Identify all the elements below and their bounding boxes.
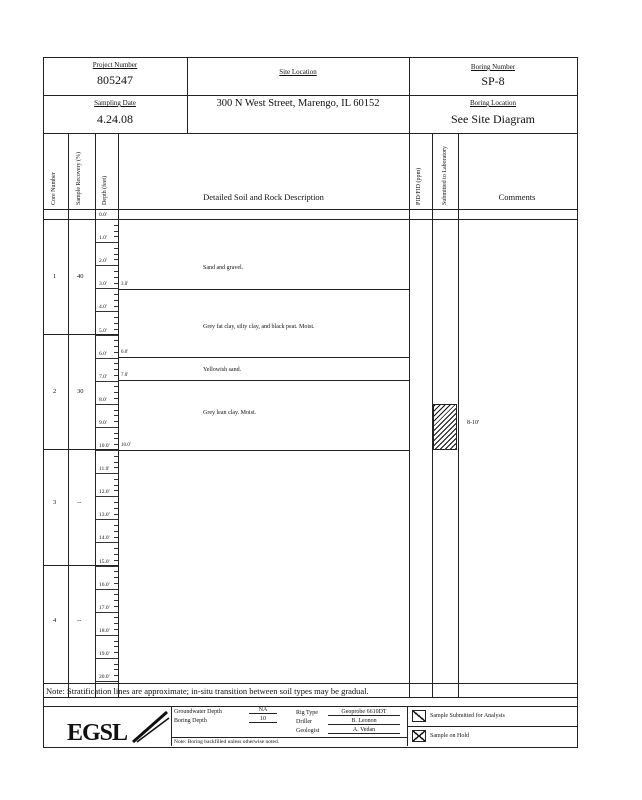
depth-tick <box>96 566 118 567</box>
depth-label: 12.0' <box>99 489 110 496</box>
depth-label: 0.0' <box>99 212 107 218</box>
depth-minor-tick <box>114 490 118 491</box>
depth-minor-tick <box>114 583 118 584</box>
stratum-boundary <box>118 450 409 451</box>
stratum-boundary <box>118 289 409 290</box>
depth-label: 15.0' <box>99 558 110 565</box>
comments-header: Comments <box>498 192 536 202</box>
depth-tick <box>96 612 118 613</box>
legend-analysis-swatch <box>412 710 426 722</box>
depth-tick <box>96 542 118 543</box>
core-number: 3 <box>53 499 57 506</box>
core-recovery: -- <box>77 617 82 624</box>
core-number: 2 <box>53 388 57 395</box>
depth-label: 8.0' <box>99 396 107 403</box>
depth-minor-tick <box>114 306 118 307</box>
depth-minor-tick <box>114 571 118 572</box>
core-number-header: Core Number <box>51 172 57 205</box>
depth-minor-tick <box>114 398 118 399</box>
depth-minor-tick <box>114 664 118 665</box>
depth-header: Depth (feet) <box>102 175 108 205</box>
depth-minor-tick <box>114 669 118 670</box>
depth-tick <box>96 404 118 405</box>
depth-minor-tick <box>114 323 118 324</box>
project-number-label: Project Number <box>92 61 138 69</box>
boring-location-label: Boring Location <box>469 99 517 107</box>
logo-text: EGSL <box>67 720 128 746</box>
depth-label: 4.0' <box>99 304 107 311</box>
depth-tick <box>96 450 118 451</box>
core-recovery: 30 <box>77 388 84 395</box>
depth-minor-tick <box>114 617 118 618</box>
depth-minor-tick <box>114 438 118 439</box>
depth-minor-tick <box>114 606 118 607</box>
depth-tick <box>96 288 118 289</box>
depth-minor-tick <box>114 514 118 515</box>
depth-minor-tick <box>114 646 118 647</box>
depth-label: 19.0' <box>99 650 110 657</box>
stratum-depth: 10.0' <box>121 443 131 448</box>
depth-minor-tick <box>114 346 118 347</box>
depth-tick <box>96 381 118 382</box>
depth-label: 9.0' <box>99 419 107 426</box>
core-number: 1 <box>53 273 57 280</box>
sample-recovery-header: Sample Recovery (%) <box>76 152 82 205</box>
site-location: 300 N West Street, Marengo, IL 60152 <box>216 98 380 109</box>
legend-hold-label: Sample on Hold <box>430 733 469 739</box>
depth-minor-tick <box>114 421 118 422</box>
depth-label: 6.0' <box>99 350 107 357</box>
depth-minor-tick <box>114 594 118 595</box>
depth-minor-tick <box>114 259 118 260</box>
site-location-label: Site Location <box>279 68 317 76</box>
depth-tick <box>96 219 118 220</box>
core-recovery: 40 <box>77 273 84 280</box>
depth-label: 13.0' <box>99 512 110 519</box>
depth-label: 7.0' <box>99 373 107 380</box>
depth-minor-tick <box>114 548 118 549</box>
depth-minor-tick <box>114 531 118 532</box>
depth-label: 14.0' <box>99 535 110 542</box>
sampling-date-label: Sampling Date <box>94 99 136 107</box>
depth-minor-tick <box>114 641 118 642</box>
depth-label: 18.0' <box>99 627 110 634</box>
boring-number: SP-8 <box>481 74 505 88</box>
depth-minor-tick <box>114 415 118 416</box>
driller-label: Driller <box>296 719 312 725</box>
boring-depth-label: Boring Depth <box>174 718 207 724</box>
submitted-header: Submitted to Laboratory <box>442 146 448 205</box>
boring-depth-value: 10 <box>249 716 277 723</box>
depth-label: 10.0' <box>99 443 110 449</box>
depth-minor-tick <box>114 600 118 601</box>
depth-minor-tick <box>114 254 118 255</box>
project-number: 805247 <box>97 73 133 87</box>
log-frame <box>43 57 578 748</box>
depth-minor-tick <box>114 300 118 301</box>
depth-minor-tick <box>114 277 118 278</box>
depth-tick <box>96 335 118 336</box>
core-recovery: -- <box>77 499 82 506</box>
depth-tick <box>96 473 118 474</box>
depth-tick <box>96 358 118 359</box>
depth-tick <box>96 681 118 682</box>
depth-minor-tick <box>114 369 118 370</box>
depth-minor-tick <box>114 467 118 468</box>
stratum-depth: 3.0' <box>121 282 129 287</box>
stratum-boundary <box>118 380 409 381</box>
sampling-date: 4.24.08 <box>97 112 133 126</box>
depth-minor-tick <box>114 525 118 526</box>
depth-minor-tick <box>114 352 118 353</box>
depth-label: 5.0' <box>99 327 107 334</box>
depth-minor-tick <box>114 462 118 463</box>
depth-minor-tick <box>114 386 118 387</box>
depth-tick <box>96 265 118 266</box>
groundwater-label: Groundwater Depth <box>174 709 222 715</box>
depth-minor-tick <box>114 248 118 249</box>
driller-value: B. Leonon <box>328 718 400 725</box>
sample-submitted-hatch <box>433 404 457 450</box>
depth-tick <box>96 658 118 659</box>
depth-minor-tick <box>114 317 118 318</box>
rig-type-label: Rig Type <box>296 710 318 716</box>
depth-minor-tick <box>114 577 118 578</box>
stratum-description: Grey fat clay, silty clay, and black peat. Moist. <box>203 324 315 330</box>
depth-label: 11.0' <box>99 466 110 473</box>
geologist-label: Geologist <box>296 728 320 734</box>
depth-label: 20.0' <box>99 674 110 680</box>
sample-comment: 8-10' <box>467 420 480 426</box>
stratum-depth: 6.0' <box>121 350 129 355</box>
depth-minor-tick <box>114 294 118 295</box>
depth-tick <box>96 496 118 497</box>
legend-hold-swatch <box>412 730 426 742</box>
logo-swoosh-icon <box>131 708 171 744</box>
depth-minor-tick <box>114 271 118 272</box>
depth-minor-tick <box>114 375 118 376</box>
depth-minor-tick <box>114 456 118 457</box>
depth-minor-tick <box>114 363 118 364</box>
depth-label: 3.0' <box>99 281 107 288</box>
boring-number-label: Boring Number <box>470 63 516 71</box>
groundwater-value: NA <box>249 707 277 714</box>
backfill-note: Note: Boring backfilled unless otherwise noted. <box>174 739 280 745</box>
rig-type-value: Geoprobe 6610DT <box>328 709 400 716</box>
depth-tick <box>96 519 118 520</box>
depth-minor-tick <box>114 675 118 676</box>
depth-minor-tick <box>114 629 118 630</box>
depth-label: 2.0' <box>99 258 107 265</box>
depth-minor-tick <box>114 502 118 503</box>
stratum-description: Grey lean clay. Moist. <box>203 410 257 416</box>
depth-minor-tick <box>114 537 118 538</box>
depth-minor-tick <box>114 392 118 393</box>
depth-minor-tick <box>114 485 118 486</box>
depth-minor-tick <box>114 236 118 237</box>
depth-minor-tick <box>114 560 118 561</box>
depth-tick <box>96 311 118 312</box>
stratum-boundary <box>118 357 409 358</box>
depth-tick <box>96 427 118 428</box>
stratum-description: Yellowish sand. <box>203 367 242 373</box>
depth-minor-tick <box>114 623 118 624</box>
depth-tick <box>96 589 118 590</box>
depth-minor-tick <box>114 479 118 480</box>
depth-minor-tick <box>114 340 118 341</box>
depth-minor-tick <box>114 225 118 226</box>
depth-tick <box>96 242 118 243</box>
depth-minor-tick <box>114 410 118 411</box>
depth-minor-tick <box>114 329 118 330</box>
depth-minor-tick <box>114 444 118 445</box>
stratum-depth: 7.0' <box>121 373 129 378</box>
legend-analysis-label: Sample Submitted for Analysis <box>430 713 505 719</box>
stratification-note: Note: Stratification lines are approximate; in-situ transition between soil types may be gradual. <box>46 686 369 696</box>
depth-minor-tick <box>114 652 118 653</box>
core-number: 4 <box>53 617 57 624</box>
stratum-description: Sand and gravel. <box>203 265 244 271</box>
depth-minor-tick <box>114 283 118 284</box>
depth-label: 16.0' <box>99 581 110 588</box>
depth-minor-tick <box>114 508 118 509</box>
egsl-logo <box>43 706 171 746</box>
depth-minor-tick <box>114 433 118 434</box>
boring-location: See Site Diagram <box>451 112 535 126</box>
pid-header: PID/FID (ppm) <box>416 167 422 205</box>
depth-label: 1.0' <box>99 235 107 242</box>
depth-label: 17.0' <box>99 604 110 611</box>
depth-minor-tick <box>114 554 118 555</box>
depth-minor-tick <box>114 231 118 232</box>
geologist-value: A. Vedan <box>328 727 400 734</box>
depth-tick <box>96 635 118 636</box>
description-header: Detailed Soil and Rock Description <box>203 192 324 202</box>
